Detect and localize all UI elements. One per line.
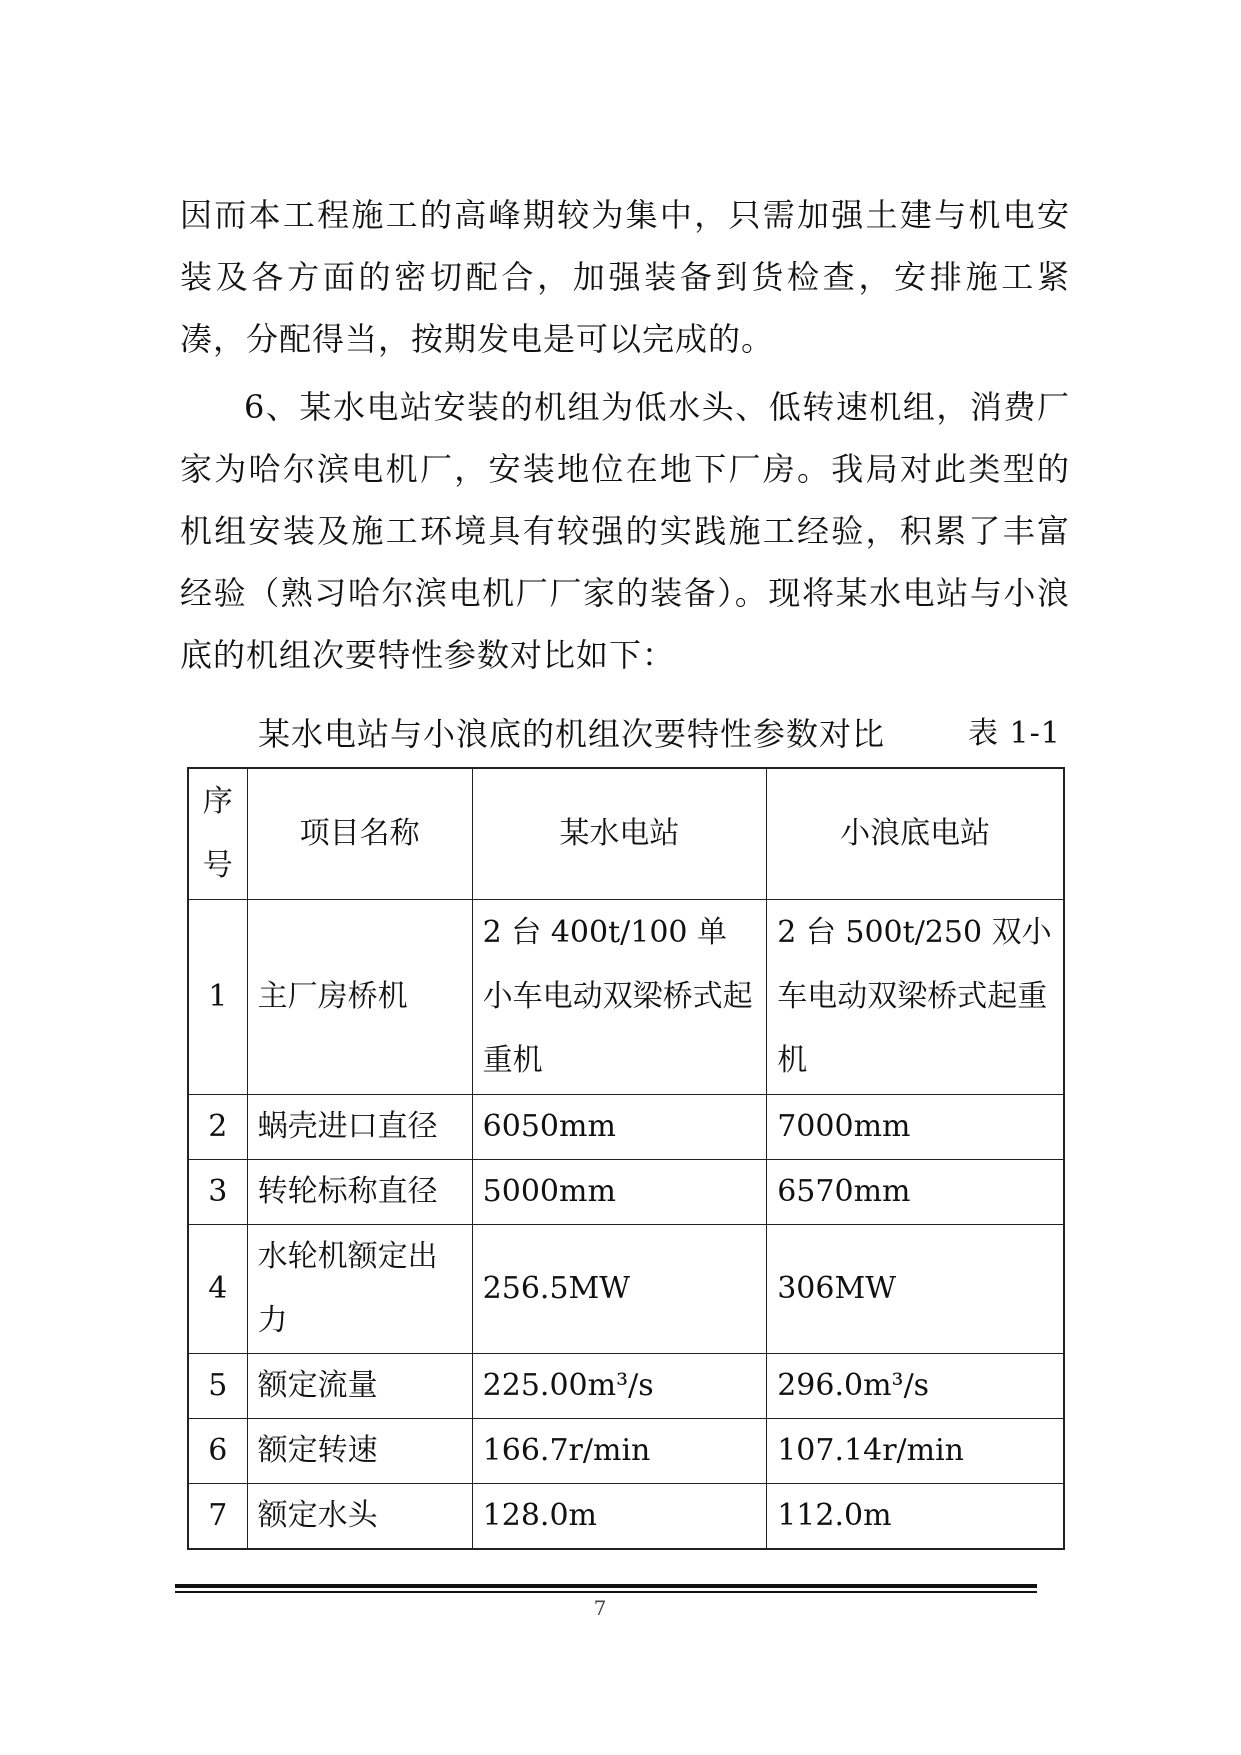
page-number: 7 <box>593 1596 607 1620</box>
row-no: 5 <box>188 1354 247 1419</box>
table-row <box>188 1484 1064 1550</box>
row-station-a: 6050mm <box>472 1095 767 1160</box>
row-no: 7 <box>188 1484 247 1550</box>
paragraph-1: 因而本工程施工的高峰期较为集中，只需加强土建与机电安装及各方面的密切配合，加强装备到货检查，安排施工紧凑，分配得当，按期发电是可以完成的。 <box>180 196 1070 358</box>
footer-rule-thin <box>175 1591 1037 1593</box>
table-row <box>188 1225 1064 1354</box>
paragraph-2: 6、某水电站安装的机组为低水头、低转速机组，消费厂家为哈尔滨电机厂，安装地位在地下厂房。我局对此类型的机组安装及施工环境具有较强的实践施工经验，积累了丰富经验（熟习哈尔滨电机厂厂家的装备）。现将某水电站与小浪底的机组次要特性参数对比如下： <box>180 388 1070 674</box>
row-station-a: 2 台 400t/100 单小车电动双梁桥式起重机 <box>472 900 767 1095</box>
row-station-a: 225.00m³/s <box>472 1354 767 1419</box>
table-caption: 某水电站与小浪底的机组次要特性参数对比 <box>258 715 886 753</box>
row-name: 蜗壳进口直径 <box>247 1095 472 1160</box>
table-row <box>188 1354 1064 1419</box>
row-station-b: 112.0m <box>767 1484 1064 1550</box>
row-station-b: 6570mm <box>767 1160 1064 1225</box>
row-no: 4 <box>188 1225 247 1354</box>
row-station-a: 256.5MW <box>472 1225 767 1354</box>
row-name: 额定水头 <box>247 1484 472 1550</box>
table-row <box>188 900 1064 1095</box>
table-row <box>188 1095 1064 1160</box>
row-name: 额定流量 <box>247 1354 472 1419</box>
row-station-a: 128.0m <box>472 1484 767 1550</box>
table-header-row <box>188 768 1064 900</box>
row-station-b: 107.14r/min <box>767 1419 1064 1484</box>
row-name: 额定转速 <box>247 1419 472 1484</box>
footer-rule-thick <box>175 1584 1037 1588</box>
table-number: 表 1-1 <box>968 716 1061 751</box>
table-row <box>188 1419 1064 1484</box>
row-station-a: 166.7r/min <box>472 1419 767 1484</box>
row-station-b: 296.0m³/s <box>767 1354 1064 1419</box>
header-name: 项目名称 <box>247 768 472 900</box>
parameter-comparison-table <box>187 767 1065 1550</box>
row-no: 6 <box>188 1419 247 1484</box>
row-name: 转轮标称直径 <box>247 1160 472 1225</box>
row-no: 1 <box>188 900 247 1095</box>
row-station-b: 2 台 500t/250 双小车电动双梁桥式起重机 <box>767 900 1064 1095</box>
header-no: 序号 <box>188 768 247 900</box>
row-name: 水轮机额定出力 <box>247 1225 472 1354</box>
row-station-b: 306MW <box>767 1225 1064 1354</box>
row-name: 主厂房桥机 <box>247 900 472 1095</box>
header-station-b: 小浪底电站 <box>767 768 1064 900</box>
table-row <box>188 1160 1064 1225</box>
row-station-a: 5000mm <box>472 1160 767 1225</box>
row-station-b: 7000mm <box>767 1095 1064 1160</box>
header-station-a: 某水电站 <box>472 768 767 900</box>
row-no: 3 <box>188 1160 247 1225</box>
row-no: 2 <box>188 1095 247 1160</box>
